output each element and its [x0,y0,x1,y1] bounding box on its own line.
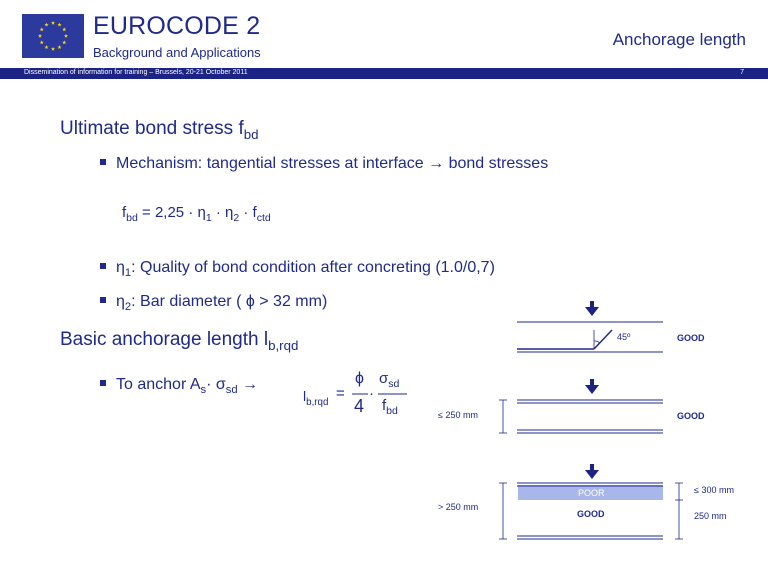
bullet-text: : Quality of bond condition after concreting (1.0/0,7) [131,259,495,276]
bullet-text: : Bar diameter ( ϕ > 32 mm) [131,293,328,310]
brand-subtitle: Background and Applications [93,45,261,60]
bullet-arrow: → [237,376,259,393]
formula-sub: bd [386,405,398,417]
formula-sub: bd [126,212,138,224]
angle-label: 45º [617,332,631,342]
brand-title: EUROCODE 2 [93,12,261,40]
formula-sub: 2 [233,212,240,224]
formula-part: · f [239,204,257,221]
eta-sub: 1 [124,267,132,280]
formula-part: = 2,25 · η [137,204,206,221]
band-text: Dissemination of information for training – Brussels, 20-21 October 2011 [24,69,248,76]
bullet-sub: sd [225,384,238,397]
rebar-inclined [594,330,612,349]
slide-topic: Anchorage length [612,30,746,49]
formula-sub: 1 [205,212,212,224]
label-le-300: ≤ 300 mm [694,485,734,495]
label-good: GOOD [577,509,605,519]
formula-part: l [303,388,307,404]
formula-sub: b,rqd [306,396,329,408]
formula-sub: sd [388,378,400,390]
formula-part: · η [211,204,234,221]
formula-part: f [382,397,387,414]
eta-sub: 2 [124,301,132,314]
label-250-mm: 250 mm [694,511,727,521]
section-title-sub: b,rqd [268,337,299,353]
casting-arrow-icon [585,464,599,479]
bullet-text: · σ [206,376,226,393]
anchorage-formula-eq: = [336,385,345,402]
formula-part: σ [379,370,389,387]
angle-arc [594,341,600,343]
section-title-sub: bd [243,126,259,142]
bullet-text: Mechanism: tangential stresses at interface → bond stresses [116,155,549,172]
eta-symbol: η [116,293,125,310]
page-number: 7 [740,69,744,76]
casting-arrow-icon [585,301,599,316]
anchorage-formula-four: 4 [354,396,365,416]
bullet-text: To anchor A [116,376,201,393]
anchorage-formula-phi: ϕ [355,370,364,387]
anchorage-formula-dot: · [369,385,374,402]
section-title-text: Basic anchorage length l [60,329,269,350]
label-poor: POOR [578,488,605,498]
label-gt-250: > 250 mm [438,502,479,512]
formula-part: f [122,204,127,221]
formula-sub: ctd [256,212,271,224]
section-title-text: Ultimate bond stress f [60,118,244,139]
bullet-sub: s [200,384,207,397]
casting-arrow-icon [585,379,599,394]
label-good: GOOD [677,333,705,343]
label-le-250: ≤ 250 mm [438,410,478,420]
label-good: GOOD [677,411,705,421]
eta-symbol: η [116,259,125,276]
